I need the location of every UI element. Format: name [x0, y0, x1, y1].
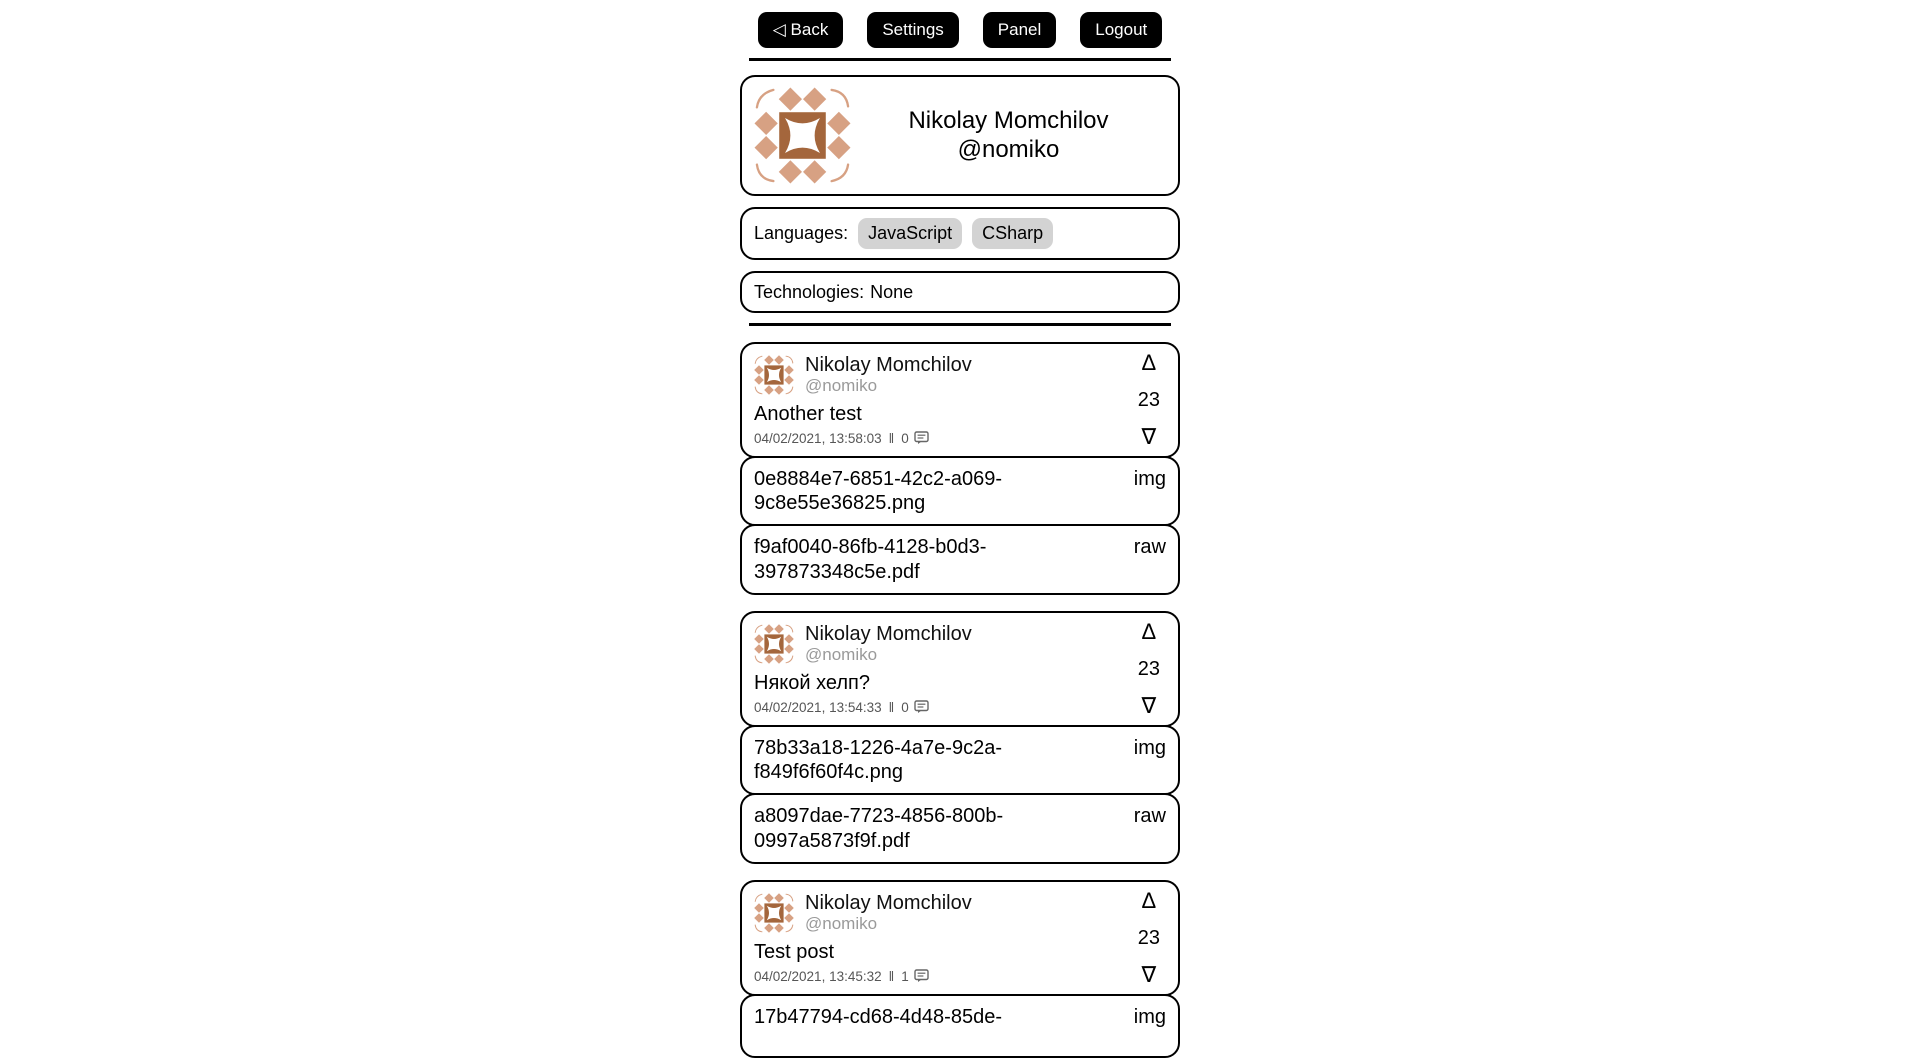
attachment-filename: 78b33a18-1226-4a7e-9c2a-f849f6f60f4c.png — [754, 736, 1002, 784]
attachment-row[interactable] — [740, 524, 1180, 595]
post-meta — [754, 700, 1166, 715]
vote-column — [1138, 621, 1160, 717]
comment-count: 1 — [901, 968, 909, 984]
upvote-button[interactable]: Δ — [1141, 350, 1157, 375]
attachment-type: raw — [1133, 536, 1166, 559]
profile-card — [740, 75, 1180, 196]
attachment-type: img — [1133, 736, 1166, 759]
upvote-button[interactable]: Δ — [1141, 619, 1157, 645]
post-group — [740, 342, 1180, 595]
language-badge: JavaScript — [858, 218, 962, 249]
attachment-row[interactable] — [740, 725, 1180, 796]
avatar — [754, 624, 794, 664]
post-author: Nikolay Momchilov — [805, 892, 972, 915]
attachment-type: raw — [1133, 805, 1166, 828]
post-card[interactable] — [740, 880, 1180, 996]
post-title: Test post — [754, 940, 835, 963]
vote-count: 23 — [1137, 926, 1160, 949]
comment-count: 0 — [901, 699, 909, 715]
post-timestamp: 04/02/2021, 13:54:33 — [754, 699, 882, 715]
languages-card — [740, 207, 1180, 260]
profile-handle: @nomiko — [957, 135, 1060, 163]
post-handle: @nomiko — [805, 914, 878, 934]
comment-count: 0 — [901, 430, 909, 446]
technologies-value: None — [870, 281, 914, 302]
logout-button[interactable]: Logout — [1080, 12, 1162, 48]
technologies-label: Technologies: — [754, 281, 865, 302]
divider — [749, 58, 1171, 61]
meta-separator: ‖ — [888, 430, 895, 446]
meta-separator: ‖ — [888, 699, 895, 715]
post-card[interactable] — [740, 611, 1180, 727]
post-title: Някой хелп? — [754, 671, 870, 694]
attachment-row[interactable] — [740, 456, 1180, 527]
attachment-row[interactable] — [740, 994, 1180, 1058]
post-author: Nikolay Momchilov — [805, 354, 972, 376]
post-head — [754, 619, 1166, 665]
downvote-button[interactable]: ∇ — [1141, 961, 1157, 987]
attachment-filename: a8097dae-7723-4856-800b-0997a5873f9f.pdf — [754, 805, 1004, 852]
back-button[interactable]: ◁ Back — [758, 12, 844, 48]
post-meta — [754, 431, 1166, 446]
posts-list — [740, 342, 1180, 1058]
technologies-card — [740, 271, 1180, 313]
meta-separator: ‖ — [888, 968, 895, 984]
languages-label: Languages: — [754, 223, 849, 243]
attachment-filename: 17b47794-cd68-4d48-85de- — [754, 1005, 1002, 1028]
attachment-filename: 0e8884e7-6851-42c2-a069-9c8e55e36825.png — [754, 467, 1002, 514]
avatar — [754, 87, 851, 184]
post-head — [754, 350, 1166, 396]
divider — [749, 323, 1171, 326]
language-badge: CSharp — [972, 218, 1053, 249]
avatar — [754, 355, 794, 395]
upvote-button[interactable]: Δ — [1141, 888, 1157, 914]
toolbar — [740, 12, 1180, 48]
downvote-button[interactable]: ∇ — [1141, 692, 1157, 718]
post-meta — [754, 969, 1166, 984]
post-card[interactable] — [740, 342, 1180, 458]
post-group — [740, 611, 1180, 864]
panel-button[interactable]: Panel — [983, 12, 1056, 48]
post-timestamp: 04/02/2021, 13:58:03 — [754, 430, 882, 446]
post-handle: @nomiko — [805, 376, 878, 395]
profile-name: Nikolay Momchilov — [908, 107, 1109, 135]
post-handle: @nomiko — [805, 645, 878, 665]
vote-column — [1138, 352, 1160, 448]
avatar — [754, 893, 794, 933]
attachment-type: img — [1133, 467, 1166, 490]
comment-bubble-icon — [914, 969, 929, 983]
attachment-filename: f9af0040-86fb-4128-b0d3-397873348c5e.pdf — [754, 536, 987, 583]
vote-count: 23 — [1137, 388, 1160, 411]
comment-bubble-icon — [914, 700, 929, 714]
attachment-row[interactable] — [740, 793, 1180, 864]
profile-page — [740, 0, 1180, 1058]
post-timestamp: 04/02/2021, 13:45:32 — [754, 968, 882, 984]
post-title: Another test — [754, 402, 862, 425]
comment-bubble-icon — [914, 431, 929, 445]
post-group — [740, 880, 1180, 1058]
profile-name-block — [851, 107, 1166, 163]
vote-column — [1138, 890, 1160, 986]
post-head — [754, 888, 1166, 934]
downvote-button[interactable]: ∇ — [1141, 423, 1157, 449]
settings-button[interactable]: Settings — [867, 12, 958, 48]
attachment-type: img — [1133, 1005, 1166, 1028]
back-arrow-icon: ◁ — [772, 20, 786, 39]
post-author: Nikolay Momchilov — [805, 623, 972, 646]
vote-count: 23 — [1137, 657, 1160, 680]
